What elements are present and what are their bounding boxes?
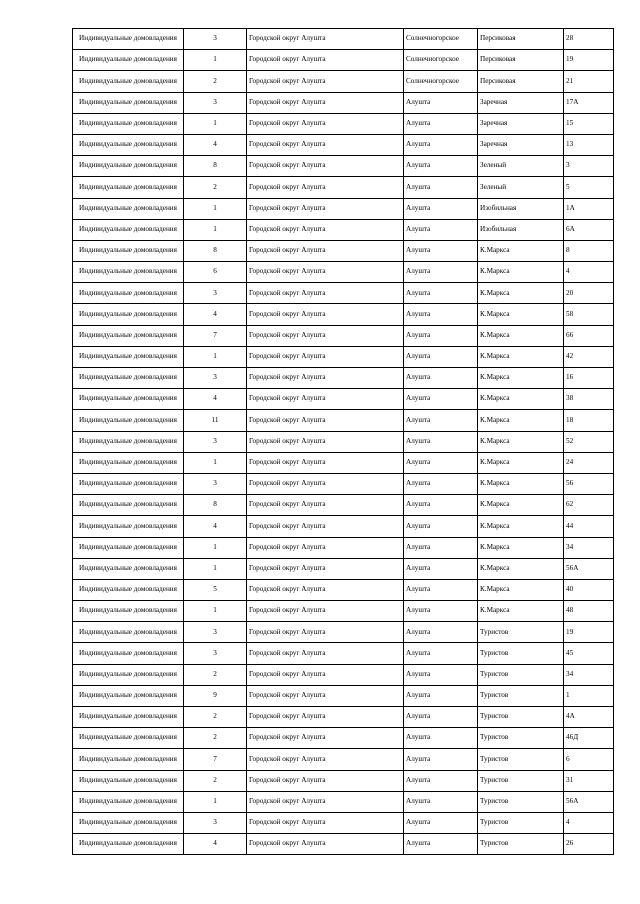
cell-locality: Алушта <box>404 495 478 516</box>
cell-house-number: 31 <box>564 770 614 791</box>
cell-house-number: 66 <box>564 325 614 346</box>
cell-house-number: 56А <box>564 558 614 579</box>
cell-count: 2 <box>184 664 247 685</box>
cell-building-type: Индивидуальные домовладения <box>73 368 184 389</box>
cell-street: Заречная <box>478 92 564 113</box>
cell-count: 1 <box>184 791 247 812</box>
cell-building-type: Индивидуальные домовладения <box>73 473 184 494</box>
cell-count: 3 <box>184 643 247 664</box>
cell-street: Туристов <box>478 749 564 770</box>
cell-count: 2 <box>184 707 247 728</box>
table-row <box>73 537 614 558</box>
cell-house-number: 16 <box>564 368 614 389</box>
cell-building-type: Индивидуальные домовладения <box>73 71 184 92</box>
cell-count: 1 <box>184 50 247 71</box>
table-row <box>73 664 614 685</box>
cell-count: 9 <box>184 685 247 706</box>
cell-street: Зеленый <box>478 156 564 177</box>
cell-count: 1 <box>184 346 247 367</box>
cell-district: Городской округ Алушта <box>247 219 404 240</box>
cell-locality: Алушта <box>404 770 478 791</box>
cell-building-type: Индивидуальные домовладения <box>73 262 184 283</box>
cell-count: 1 <box>184 113 247 134</box>
cell-building-type: Индивидуальные домовладения <box>73 198 184 219</box>
cell-locality: Алушта <box>404 113 478 134</box>
cell-street: Заречная <box>478 134 564 155</box>
cell-district: Городской округ Алушта <box>247 558 404 579</box>
cell-street: Туристов <box>478 770 564 791</box>
cell-house-number: 3 <box>564 156 614 177</box>
cell-district: Городской округ Алушта <box>247 643 404 664</box>
cell-building-type: Индивидуальные домовладения <box>73 452 184 473</box>
cell-locality: Алушта <box>404 283 478 304</box>
table-row <box>73 410 614 431</box>
cell-district: Городской округ Алушта <box>247 389 404 410</box>
table-row <box>73 92 614 113</box>
cell-house-number: 4 <box>564 262 614 283</box>
cell-locality: Алушта <box>404 134 478 155</box>
table-row <box>73 134 614 155</box>
cell-building-type: Индивидуальные домовладения <box>73 304 184 325</box>
cell-street: К.Маркса <box>478 516 564 537</box>
cell-building-type: Индивидуальные домовладения <box>73 50 184 71</box>
table-row <box>73 156 614 177</box>
cell-house-number: 18 <box>564 410 614 431</box>
table-row <box>73 262 614 283</box>
cell-building-type: Индивидуальные домовладения <box>73 177 184 198</box>
cell-building-type: Индивидуальные домовладения <box>73 537 184 558</box>
table-row <box>73 728 614 749</box>
cell-locality: Алушта <box>404 685 478 706</box>
cell-building-type: Индивидуальные домовладения <box>73 389 184 410</box>
table-row <box>73 304 614 325</box>
cell-district: Городской округ Алушта <box>247 707 404 728</box>
table-row <box>73 368 614 389</box>
cell-count: 8 <box>184 156 247 177</box>
cell-house-number: 4А <box>564 707 614 728</box>
cell-count: 4 <box>184 304 247 325</box>
table-row <box>73 71 614 92</box>
cell-house-number: 28 <box>564 29 614 50</box>
cell-building-type: Индивидуальные домовладения <box>73 431 184 452</box>
cell-building-type: Индивидуальные домовладения <box>73 516 184 537</box>
cell-street: Персиковая <box>478 50 564 71</box>
cell-count: 4 <box>184 834 247 855</box>
cell-house-number: 6 <box>564 749 614 770</box>
cell-building-type: Индивидуальные домовладения <box>73 495 184 516</box>
cell-count: 1 <box>184 558 247 579</box>
cell-house-number: 8 <box>564 240 614 261</box>
cell-count: 3 <box>184 473 247 494</box>
cell-count: 6 <box>184 262 247 283</box>
cell-locality: Алушта <box>404 558 478 579</box>
cell-district: Городской округ Алушта <box>247 283 404 304</box>
cell-district: Городской округ Алушта <box>247 685 404 706</box>
cell-count: 3 <box>184 812 247 833</box>
cell-house-number: 46Д <box>564 728 614 749</box>
cell-district: Городской округ Алушта <box>247 177 404 198</box>
cell-count: 1 <box>184 452 247 473</box>
cell-count: 4 <box>184 134 247 155</box>
cell-district: Городской округ Алушта <box>247 240 404 261</box>
table-row <box>73 29 614 50</box>
cell-count: 2 <box>184 177 247 198</box>
table-row <box>73 346 614 367</box>
cell-locality: Алушта <box>404 473 478 494</box>
cell-count: 3 <box>184 29 247 50</box>
cell-locality: Алушта <box>404 622 478 643</box>
cell-house-number: 48 <box>564 601 614 622</box>
cell-house-number: 56А <box>564 791 614 812</box>
cell-district: Городской округ Алушта <box>247 134 404 155</box>
cell-district: Городской округ Алушта <box>247 346 404 367</box>
cell-house-number: 62 <box>564 495 614 516</box>
table-row <box>73 834 614 855</box>
cell-locality: Алушта <box>404 325 478 346</box>
cell-street: Туристов <box>478 791 564 812</box>
cell-locality: Алушта <box>404 156 478 177</box>
cell-district: Городской округ Алушта <box>247 304 404 325</box>
table-row <box>73 473 614 494</box>
table-row <box>73 198 614 219</box>
cell-house-number: 58 <box>564 304 614 325</box>
cell-count: 3 <box>184 431 247 452</box>
cell-street: К.Маркса <box>478 473 564 494</box>
cell-building-type: Индивидуальные домовладения <box>73 707 184 728</box>
cell-house-number: 45 <box>564 643 614 664</box>
cell-street: К.Маркса <box>478 304 564 325</box>
cell-locality: Алушта <box>404 219 478 240</box>
cell-count: 1 <box>184 198 247 219</box>
cell-district: Городской округ Алушта <box>247 452 404 473</box>
cell-street: К.Маркса <box>478 431 564 452</box>
cell-building-type: Индивидуальные домовладения <box>73 92 184 113</box>
table-row <box>73 495 614 516</box>
table-row <box>73 791 614 812</box>
cell-district: Городской округ Алушта <box>247 410 404 431</box>
cell-district: Городской округ Алушта <box>247 834 404 855</box>
cell-district: Городской округ Алушта <box>247 50 404 71</box>
cell-locality: Алушта <box>404 791 478 812</box>
cell-locality: Алушта <box>404 177 478 198</box>
cell-district: Городской округ Алушта <box>247 198 404 219</box>
cell-building-type: Индивидуальные домовладения <box>73 325 184 346</box>
cell-locality: Солнечногорское <box>404 29 478 50</box>
cell-district: Городской округ Алушта <box>247 791 404 812</box>
cell-count: 8 <box>184 240 247 261</box>
cell-district: Городской округ Алушта <box>247 92 404 113</box>
cell-district: Городской округ Алушта <box>247 812 404 833</box>
cell-district: Городской округ Алушта <box>247 29 404 50</box>
cell-house-number: 26 <box>564 834 614 855</box>
cell-count: 7 <box>184 749 247 770</box>
cell-street: К.Маркса <box>478 346 564 367</box>
cell-street: К.Маркса <box>478 240 564 261</box>
cell-count: 3 <box>184 368 247 389</box>
cell-house-number: 19 <box>564 50 614 71</box>
cell-building-type: Индивидуальные домовладения <box>73 410 184 431</box>
cell-district: Городской округ Алушта <box>247 622 404 643</box>
cell-locality: Алушта <box>404 410 478 431</box>
table-row <box>73 643 614 664</box>
cell-street: Туристов <box>478 643 564 664</box>
cell-district: Городской округ Алушта <box>247 368 404 389</box>
cell-district: Городской округ Алушта <box>247 664 404 685</box>
table-row <box>73 579 614 600</box>
cell-locality: Алушта <box>404 537 478 558</box>
cell-building-type: Индивидуальные домовладения <box>73 156 184 177</box>
cell-house-number: 19 <box>564 622 614 643</box>
cell-building-type: Индивидуальные домовладения <box>73 579 184 600</box>
cell-house-number: 44 <box>564 516 614 537</box>
cell-building-type: Индивидуальные домовладения <box>73 664 184 685</box>
cell-house-number: 34 <box>564 537 614 558</box>
cell-locality: Алушта <box>404 198 478 219</box>
cell-locality: Алушта <box>404 601 478 622</box>
cell-building-type: Индивидуальные домовладения <box>73 728 184 749</box>
cell-locality: Алушта <box>404 240 478 261</box>
cell-house-number: 42 <box>564 346 614 367</box>
cell-street: Изобильная <box>478 219 564 240</box>
cell-count: 1 <box>184 537 247 558</box>
cell-house-number: 38 <box>564 389 614 410</box>
cell-district: Городской округ Алушта <box>247 262 404 283</box>
cell-house-number: 52 <box>564 431 614 452</box>
cell-locality: Алушта <box>404 452 478 473</box>
cell-count: 2 <box>184 770 247 791</box>
cell-building-type: Индивидуальные домовладения <box>73 749 184 770</box>
cell-building-type: Индивидуальные домовладения <box>73 791 184 812</box>
cell-locality: Солнечногорское <box>404 71 478 92</box>
cell-building-type: Индивидуальные домовладения <box>73 283 184 304</box>
cell-building-type: Индивидуальные домовладения <box>73 812 184 833</box>
cell-district: Городской округ Алушта <box>247 601 404 622</box>
table-row <box>73 622 614 643</box>
cell-street: К.Маркса <box>478 495 564 516</box>
cell-locality: Алушта <box>404 92 478 113</box>
cell-street: К.Маркса <box>478 368 564 389</box>
table-row <box>73 558 614 579</box>
cell-district: Городской округ Алушта <box>247 537 404 558</box>
cell-street: Туристов <box>478 685 564 706</box>
table-row <box>73 601 614 622</box>
cell-locality: Алушта <box>404 579 478 600</box>
table-row <box>73 240 614 261</box>
cell-street: Туристов <box>478 834 564 855</box>
cell-building-type: Индивидуальные домовладения <box>73 113 184 134</box>
cell-locality: Алушта <box>404 707 478 728</box>
cell-count: 1 <box>184 601 247 622</box>
cell-count: 1 <box>184 219 247 240</box>
cell-street: Туристов <box>478 707 564 728</box>
table-row <box>73 113 614 134</box>
cell-building-type: Индивидуальные домовладения <box>73 601 184 622</box>
cell-building-type: Индивидуальные домовладения <box>73 834 184 855</box>
table-row <box>73 50 614 71</box>
cell-street: К.Маркса <box>478 389 564 410</box>
cell-building-type: Индивидуальные домовладения <box>73 558 184 579</box>
cell-district: Городской округ Алушта <box>247 516 404 537</box>
cell-house-number: 24 <box>564 452 614 473</box>
cell-locality: Алушта <box>404 664 478 685</box>
cell-building-type: Индивидуальные домовладения <box>73 219 184 240</box>
cell-locality: Алушта <box>404 389 478 410</box>
cell-count: 4 <box>184 516 247 537</box>
table-row <box>73 389 614 410</box>
cell-house-number: 34 <box>564 664 614 685</box>
table-row <box>73 431 614 452</box>
cell-street: Туристов <box>478 728 564 749</box>
cell-street: К.Маркса <box>478 601 564 622</box>
table-row <box>73 812 614 833</box>
cell-count: 3 <box>184 622 247 643</box>
cell-street: К.Маркса <box>478 262 564 283</box>
table-row <box>73 325 614 346</box>
cell-district: Городской округ Алушта <box>247 431 404 452</box>
cell-house-number: 21 <box>564 71 614 92</box>
cell-street: К.Маркса <box>478 325 564 346</box>
cell-building-type: Индивидуальные домовладения <box>73 346 184 367</box>
cell-house-number: 6А <box>564 219 614 240</box>
cell-count: 2 <box>184 728 247 749</box>
cell-locality: Алушта <box>404 643 478 664</box>
cell-count: 8 <box>184 495 247 516</box>
table-row <box>73 283 614 304</box>
cell-count: 5 <box>184 579 247 600</box>
table-row <box>73 749 614 770</box>
table-row <box>73 516 614 537</box>
cell-street: Персиковая <box>478 71 564 92</box>
cell-street: Туристов <box>478 664 564 685</box>
cell-street: Туристов <box>478 622 564 643</box>
cell-district: Городской округ Алушта <box>247 495 404 516</box>
cell-count: 3 <box>184 283 247 304</box>
cell-building-type: Индивидуальные домовладения <box>73 29 184 50</box>
housing-table <box>72 28 614 855</box>
cell-house-number: 1А <box>564 198 614 219</box>
cell-locality: Алушта <box>404 749 478 770</box>
cell-district: Городской округ Алушта <box>247 579 404 600</box>
cell-district: Городской округ Алушта <box>247 71 404 92</box>
table-body <box>73 29 614 855</box>
cell-locality: Алушта <box>404 834 478 855</box>
cell-count: 2 <box>184 71 247 92</box>
cell-locality: Алушта <box>404 304 478 325</box>
cell-count: 4 <box>184 389 247 410</box>
cell-house-number: 13 <box>564 134 614 155</box>
cell-house-number: 5 <box>564 177 614 198</box>
table-row <box>73 452 614 473</box>
cell-building-type: Индивидуальные домовладения <box>73 643 184 664</box>
cell-count: 3 <box>184 92 247 113</box>
cell-house-number: 20 <box>564 283 614 304</box>
cell-house-number: 4 <box>564 812 614 833</box>
cell-street: К.Маркса <box>478 283 564 304</box>
cell-locality: Алушта <box>404 516 478 537</box>
cell-count: 11 <box>184 410 247 431</box>
cell-street: К.Маркса <box>478 558 564 579</box>
cell-district: Городской округ Алушта <box>247 728 404 749</box>
cell-locality: Алушта <box>404 431 478 452</box>
cell-building-type: Индивидуальные домовладения <box>73 240 184 261</box>
cell-street: Туристов <box>478 812 564 833</box>
cell-district: Городской округ Алушта <box>247 749 404 770</box>
cell-locality: Алушта <box>404 262 478 283</box>
cell-street: Зеленый <box>478 177 564 198</box>
cell-locality: Солнечногорское <box>404 50 478 71</box>
cell-street: К.Маркса <box>478 410 564 431</box>
cell-street: Изобильная <box>478 198 564 219</box>
table-row <box>73 177 614 198</box>
table-row <box>73 685 614 706</box>
cell-locality: Алушта <box>404 812 478 833</box>
cell-house-number: 1 <box>564 685 614 706</box>
cell-street: Персиковая <box>478 29 564 50</box>
cell-district: Городской округ Алушта <box>247 473 404 494</box>
cell-district: Городской округ Алушта <box>247 113 404 134</box>
cell-street: К.Маркса <box>478 579 564 600</box>
cell-street: К.Маркса <box>478 452 564 473</box>
cell-house-number: 17А <box>564 92 614 113</box>
table-row <box>73 770 614 791</box>
table-row <box>73 707 614 728</box>
cell-building-type: Индивидуальные домовладения <box>73 622 184 643</box>
cell-building-type: Индивидуальные домовладения <box>73 134 184 155</box>
cell-building-type: Индивидуальные домовладения <box>73 685 184 706</box>
cell-house-number: 56 <box>564 473 614 494</box>
cell-building-type: Индивидуальные домовладения <box>73 770 184 791</box>
cell-district: Городской округ Алушта <box>247 770 404 791</box>
cell-house-number: 15 <box>564 113 614 134</box>
cell-street: К.Маркса <box>478 537 564 558</box>
table-row <box>73 219 614 240</box>
cell-locality: Алушта <box>404 728 478 749</box>
cell-house-number: 40 <box>564 579 614 600</box>
cell-locality: Алушта <box>404 368 478 389</box>
cell-street: Заречная <box>478 113 564 134</box>
cell-locality: Алушта <box>404 346 478 367</box>
cell-district: Городской округ Алушта <box>247 325 404 346</box>
cell-district: Городской округ Алушта <box>247 156 404 177</box>
cell-count: 7 <box>184 325 247 346</box>
